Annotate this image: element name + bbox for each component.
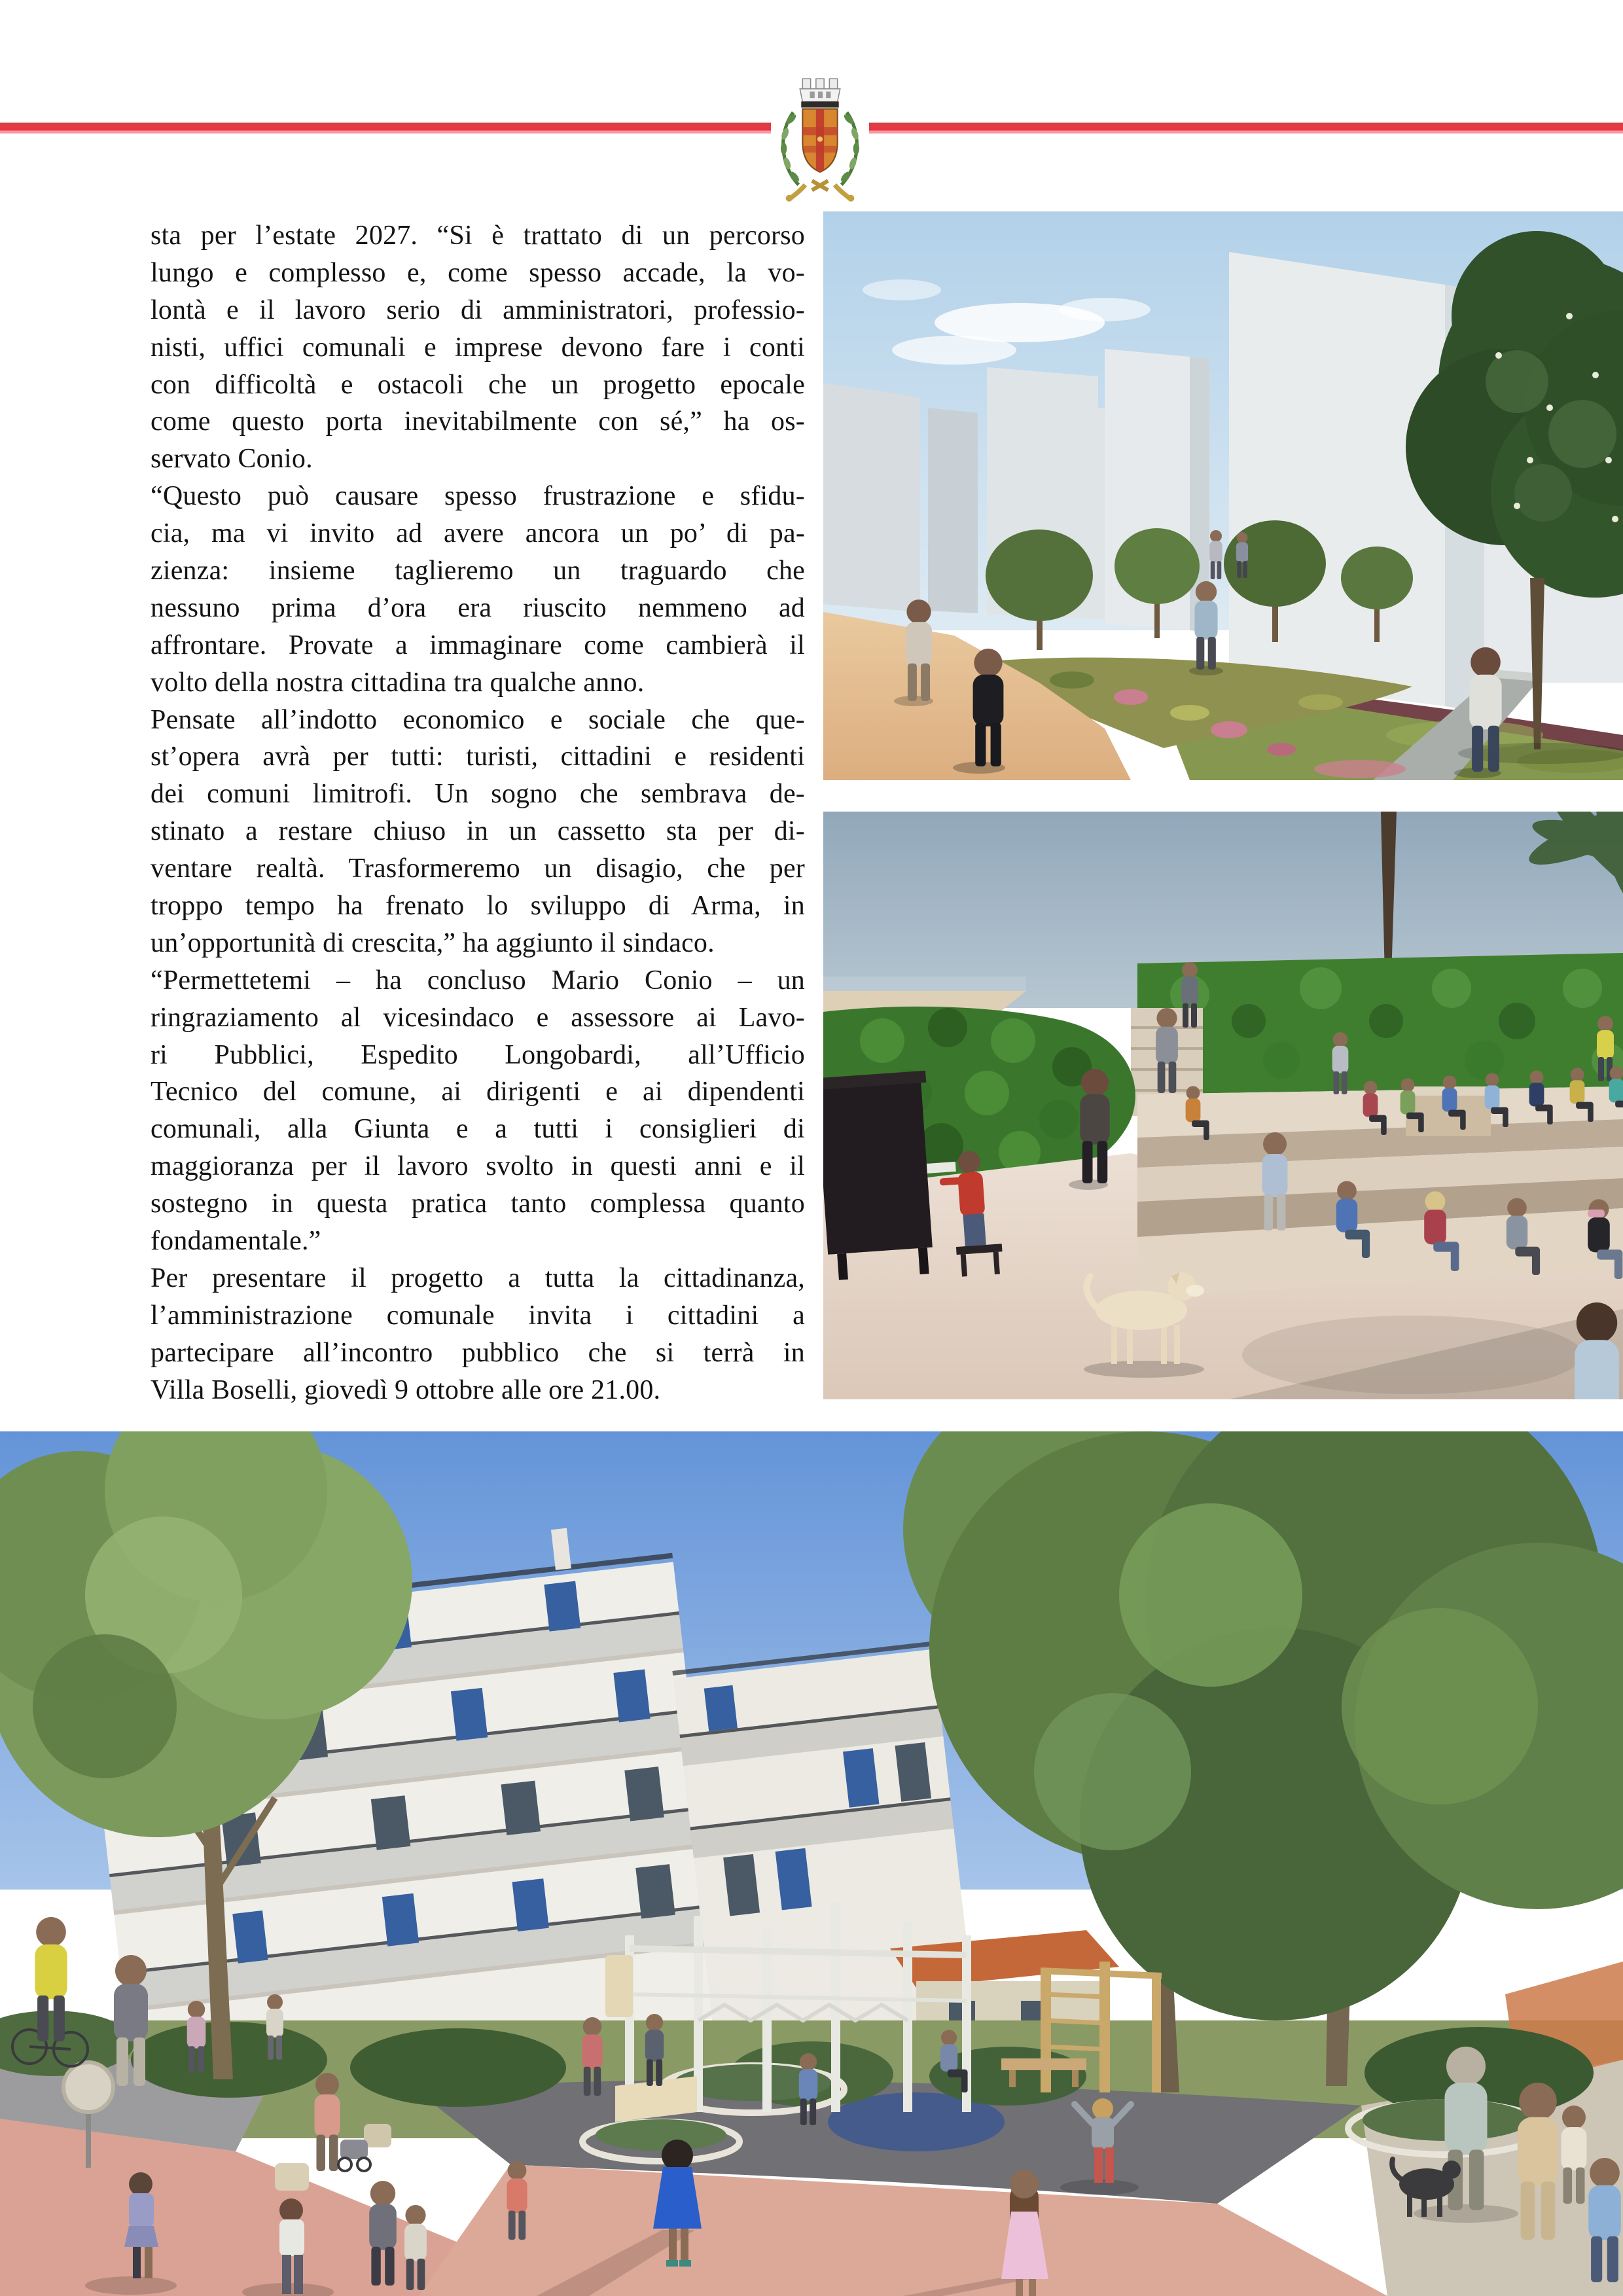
article-line: zienza: insieme taglieremo un traguardo che bbox=[151, 556, 805, 586]
article-line: sta per l’estate 2027. “Si è trattato di un percorso bbox=[151, 221, 805, 251]
article-line: volto della nostra cittadina tra qualche anno. bbox=[151, 667, 645, 698]
article-line: st’opera avrà per tutti: turisti, cittadini e residenti bbox=[151, 742, 805, 772]
article-line: sostegno in questa pratica tanto complessa quanto bbox=[151, 1189, 805, 1219]
article-line: stinato a restare chiuso in un cassetto sta per di- bbox=[151, 816, 805, 847]
article-line: ri Pubblici, Espedito Longobardi, all’Ufficio bbox=[151, 1039, 805, 1070]
article-line: comunali, alla Giunta e a tutti i consiglieri di bbox=[151, 1114, 805, 1145]
article-line: dei comuni limitrofi. Un sogno che sembrava de- bbox=[151, 779, 805, 810]
article-text bbox=[151, 217, 805, 1409]
article-line: “Permettetemi – ha concluso Mario Conio – un bbox=[151, 965, 805, 996]
article-line: fondamentale.” bbox=[151, 1226, 321, 1257]
article-line: nisti, uffici comunali e imprese devono fare i conti bbox=[151, 332, 805, 363]
article-line: lontà e il lavoro serio di amministratori, professio- bbox=[151, 295, 805, 325]
article-line: “Questo può causare spesso frustrazione e sfidu- bbox=[151, 481, 805, 512]
article-line: l’amministrazione comunale invita i cittadini a bbox=[151, 1300, 805, 1331]
article-line: Per presentare il progetto a tutta la cittadinanza, bbox=[151, 1263, 805, 1293]
amphitheatre-rendering-image bbox=[823, 812, 1623, 1399]
article-line: cia, ma vi invito ad avere ancora un po’ di pa- bbox=[151, 518, 805, 549]
article-line: ringraziamento al vicesindaco e assessore ai Lavo- bbox=[151, 1002, 805, 1033]
article-line: Pensate all’indotto economico e sociale che que- bbox=[151, 704, 805, 735]
coat-of-arms-icon bbox=[771, 71, 869, 202]
article-line: nessuno prima d’ora era riuscito nemmeno ad bbox=[151, 592, 805, 623]
playground-rendering-image bbox=[0, 1431, 1623, 2296]
promenade-rendering-image bbox=[823, 211, 1623, 780]
article-line: troppo tempo ha frenato lo sviluppo di Arma, in bbox=[151, 891, 805, 922]
article-line: ventare realtà. Trasformeremo un disagio, che per bbox=[151, 853, 805, 884]
article-line: Villa Boselli, giovedì 9 ottobre alle ore 21.00. bbox=[151, 1374, 661, 1405]
article-line: affrontare. Provate a immaginare come cambierà il bbox=[151, 630, 805, 660]
article-line: come questo porta inevitabilmente con sé,” ha os- bbox=[151, 406, 805, 437]
article-line: Tecnico del comune, ai dirigenti e ai dipendenti bbox=[151, 1077, 805, 1107]
coat-of-arms bbox=[771, 71, 869, 202]
article-line: un’opportunità di crescita,” ha aggiunto il sindaco. bbox=[151, 927, 715, 958]
article-line: maggioranza per il lavoro svolto in questi anni e il bbox=[151, 1151, 805, 1182]
article-line: partecipare all’incontro pubblico che si terrà in bbox=[151, 1337, 805, 1368]
article-line: con difficoltà e ostacoli che un progetto epocale bbox=[151, 369, 805, 400]
article-line: lungo e complesso e, come spesso accade, la vo- bbox=[151, 257, 805, 288]
article-line: servato Conio. bbox=[151, 444, 313, 475]
